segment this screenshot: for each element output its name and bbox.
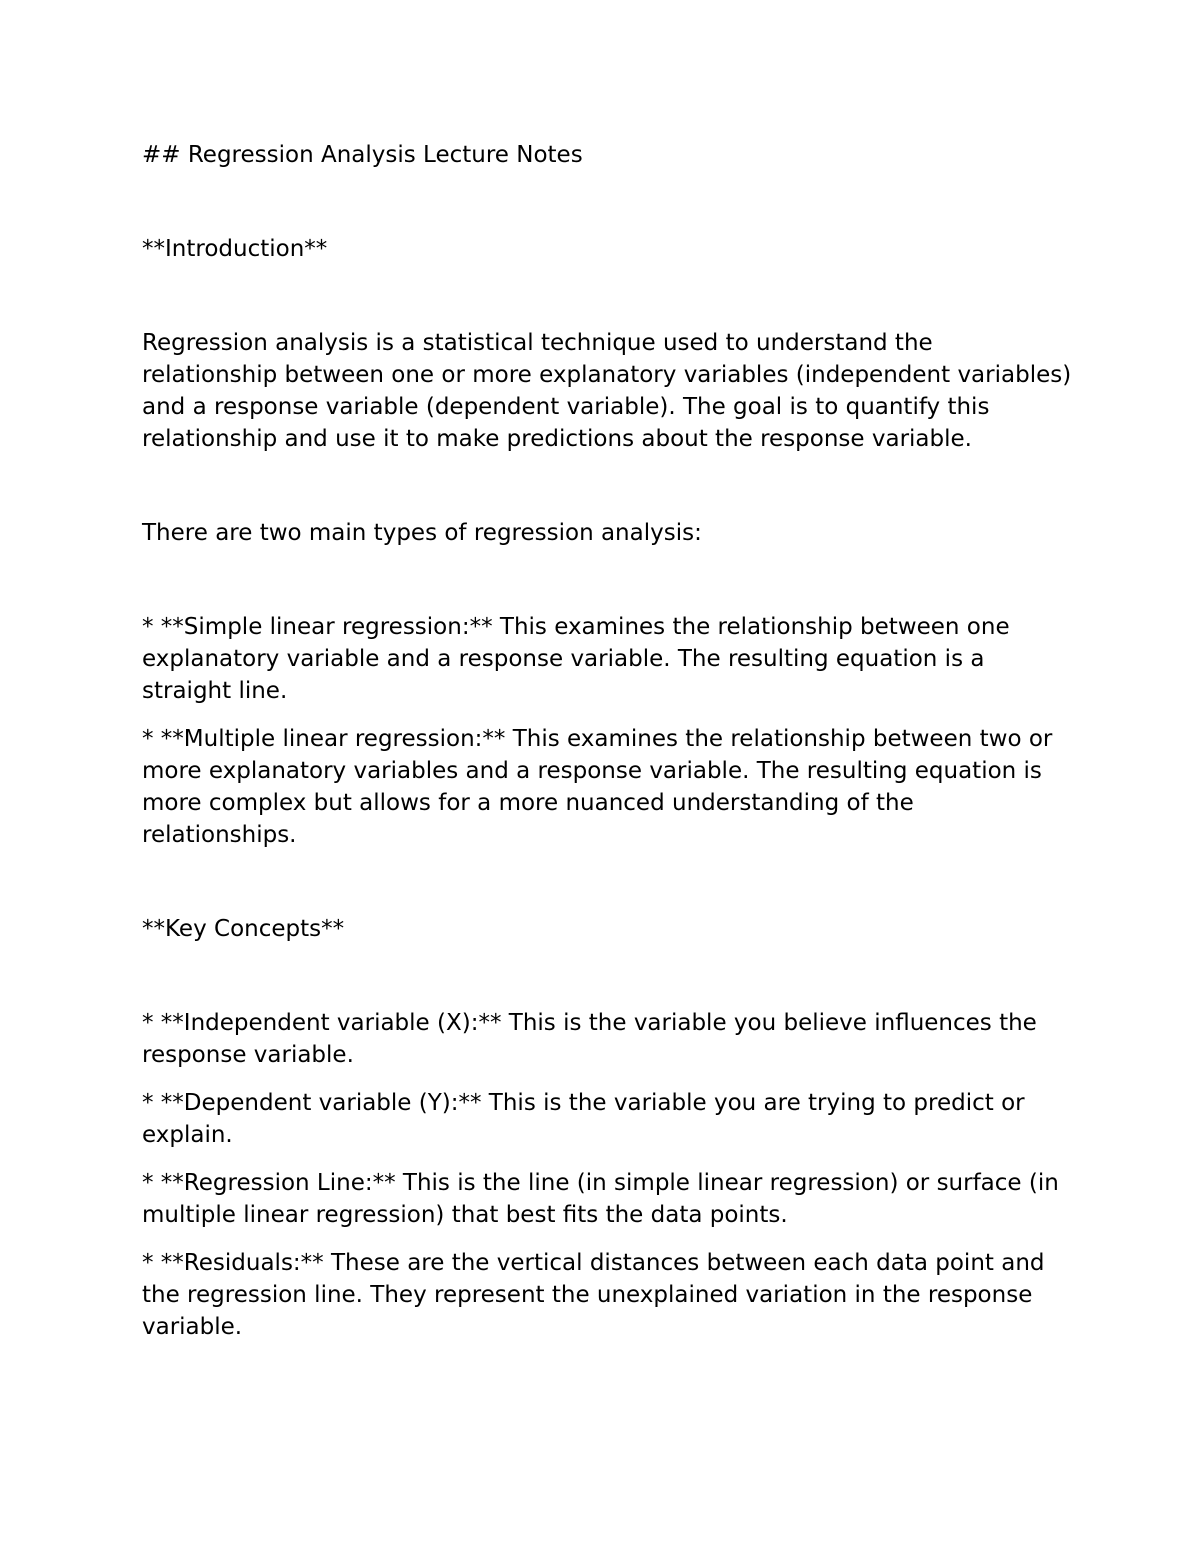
types-lead: There are two main types of regression analysis: [142, 520, 702, 546]
intro-paragraph: Regression analysis is a statistical technique used to understand the relationship between one or more explanatory variables (independent variables) and a response variable (dependent variable). The goal is to quantify this relationship and use it to make predictions about the response variable. [142, 330, 1079, 452]
document-title: ## Regression Analysis Lecture Notes [142, 142, 583, 168]
list-item-dependent-variable: * **Dependent variable (Y):** This is the variable you are trying to predict or explain. [142, 1090, 1032, 1148]
list-item-simple-regression: * **Simple linear regression:** This examines the relationship between one explanatory variable and a response variable. The resulting equation is a straight line. [142, 614, 1017, 704]
list-item-multiple-regression: * **Multiple linear regression:** This examines the relationship between two or more explanatory variables and a response variable. The resulting equation is more complex but allows for a more nuanced understanding of the relationships. [142, 726, 1060, 848]
intro-heading: **Introduction** [142, 236, 328, 262]
list-item-regression-line: * **Regression Line:** This is the line (in simple linear regression) or surface (in multiple linear regression) that best fits the data points. [142, 1170, 1067, 1228]
key-concepts-heading: **Key Concepts** [142, 916, 345, 942]
document-body [142, 139, 1079, 1343]
list-item-residuals: * **Residuals:** These are the vertical distances between each data point and the regression line. They represent the unexplained variation in the response variable. [142, 1250, 1052, 1340]
list-item-independent-variable: * **Independent variable (X):** This is the variable you believe influences the response variable. [142, 1010, 1045, 1068]
